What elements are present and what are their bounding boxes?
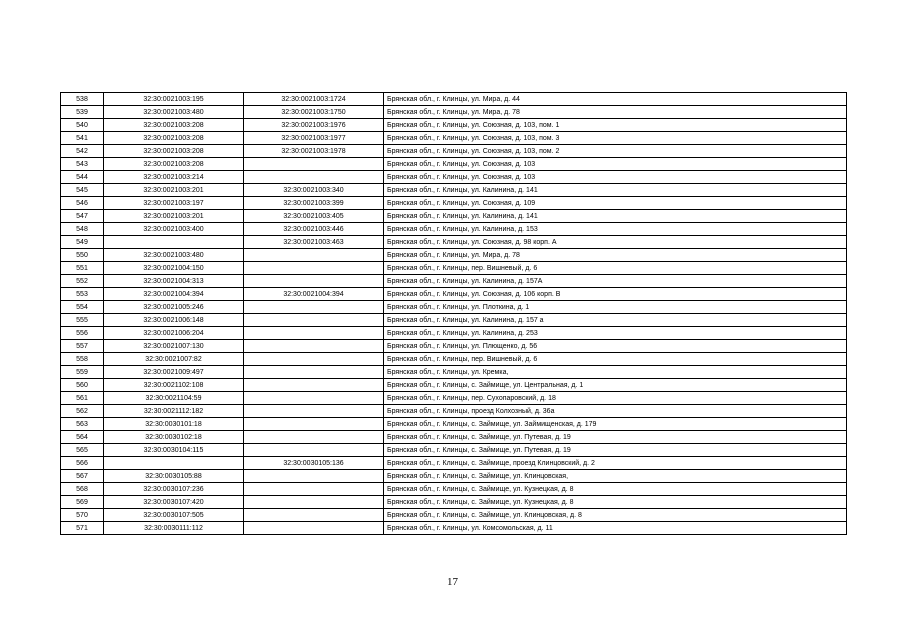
object-cadastral-number-cell: 32:30:0021003:405 <box>244 210 384 223</box>
row-number-cell: 540 <box>61 119 104 132</box>
row-number-cell: 546 <box>61 197 104 210</box>
table-row <box>61 249 847 262</box>
row-number-cell: 568 <box>61 483 104 496</box>
table-row <box>61 405 847 418</box>
table-row <box>61 236 847 249</box>
table-row <box>61 444 847 457</box>
object-cadastral-number-cell <box>244 522 384 535</box>
table-row <box>61 132 847 145</box>
cadastral-number-cell: 32:30:0021003:480 <box>104 106 244 119</box>
row-number-cell: 539 <box>61 106 104 119</box>
row-number-cell: 566 <box>61 457 104 470</box>
address-cell: Брянская обл., г. Клинцы, с. Займище, ул. Центральная, д. 1 <box>384 379 847 392</box>
row-number-cell: 547 <box>61 210 104 223</box>
table-row <box>61 197 847 210</box>
address-cell: Брянская обл., г. Клинцы, ул. Комсомольская, д. 11 <box>384 522 847 535</box>
cadastral-number-cell <box>104 236 244 249</box>
cadastral-number-cell: 32:30:0021005:246 <box>104 301 244 314</box>
cadastral-number-cell: 32:30:0021009:497 <box>104 366 244 379</box>
address-cell: Брянская обл., г. Клинцы, проезд Колхозный, д. 36а <box>384 405 847 418</box>
object-cadastral-number-cell <box>244 314 384 327</box>
table-row <box>61 509 847 522</box>
object-cadastral-number-cell <box>244 353 384 366</box>
cadastral-number-cell: 32:30:0021003:400 <box>104 223 244 236</box>
address-cell: Брянская обл., г. Клинцы, ул. Калинина, д. 157А <box>384 275 847 288</box>
object-cadastral-number-cell <box>244 327 384 340</box>
cadastral-number-cell: 32:30:0021112:182 <box>104 405 244 418</box>
object-cadastral-number-cell: 32:30:0021003:1976 <box>244 119 384 132</box>
cadastral-number-cell <box>104 457 244 470</box>
row-number-cell: 549 <box>61 236 104 249</box>
address-cell: Брянская обл., г. Клинцы, с. Займище, ул. Кузнецкая, д. 8 <box>384 496 847 509</box>
row-number-cell: 556 <box>61 327 104 340</box>
property-registry-table <box>60 92 847 535</box>
cadastral-number-cell: 32:30:0021003:208 <box>104 132 244 145</box>
table-row <box>61 93 847 106</box>
object-cadastral-number-cell <box>244 483 384 496</box>
address-cell: Брянская обл., г. Клинцы, с. Займище, ул. Клинцовская, д. 8 <box>384 509 847 522</box>
table-row <box>61 353 847 366</box>
cadastral-number-cell: 32:30:0021003:214 <box>104 171 244 184</box>
table-row <box>61 119 847 132</box>
row-number-cell: 558 <box>61 353 104 366</box>
object-cadastral-number-cell <box>244 418 384 431</box>
object-cadastral-number-cell <box>244 496 384 509</box>
row-number-cell: 548 <box>61 223 104 236</box>
cadastral-number-cell: 32:30:0030111:112 <box>104 522 244 535</box>
row-number-cell: 543 <box>61 158 104 171</box>
address-cell: Брянская обл., г. Клинцы, пер. Вишневый, д. 6 <box>384 262 847 275</box>
row-number-cell: 562 <box>61 405 104 418</box>
row-number-cell: 551 <box>61 262 104 275</box>
table-row <box>61 184 847 197</box>
row-number-cell: 561 <box>61 392 104 405</box>
object-cadastral-number-cell <box>244 379 384 392</box>
table-row <box>61 327 847 340</box>
address-cell: Брянская обл., г. Клинцы, с. Займище, ул. Кузнецкая, д. 8 <box>384 483 847 496</box>
table-row <box>61 431 847 444</box>
cadastral-number-cell: 32:30:0021006:148 <box>104 314 244 327</box>
object-cadastral-number-cell <box>244 301 384 314</box>
cadastral-number-cell: 32:30:0021007:130 <box>104 340 244 353</box>
table-row <box>61 496 847 509</box>
table-row <box>61 314 847 327</box>
cadastral-number-cell: 32:30:0021003:195 <box>104 93 244 106</box>
object-cadastral-number-cell: 32:30:0021003:340 <box>244 184 384 197</box>
object-cadastral-number-cell <box>244 470 384 483</box>
object-cadastral-number-cell: 32:30:0021003:1750 <box>244 106 384 119</box>
object-cadastral-number-cell: 32:30:0021003:1978 <box>244 145 384 158</box>
cadastral-number-cell: 32:30:0021102:108 <box>104 379 244 392</box>
cadastral-number-cell: 32:30:0030102:18 <box>104 431 244 444</box>
cadastral-number-cell: 32:30:0021003:208 <box>104 158 244 171</box>
address-cell: Брянская обл., г. Клинцы, ул. Союзная, д. 98 корп. А <box>384 236 847 249</box>
address-cell: Брянская обл., г. Клинцы, ул. Союзная, д. 109 <box>384 197 847 210</box>
address-cell: Брянская обл., г. Клинцы, с. Займище, ул. Путевая, д. 19 <box>384 444 847 457</box>
cadastral-number-cell: 32:30:0030107:236 <box>104 483 244 496</box>
address-cell: Брянская обл., г. Клинцы, пер. Вишневый, д. 6 <box>384 353 847 366</box>
address-cell: Брянская обл., г. Клинцы, с. Займище, ул. Займищенская, д. 179 <box>384 418 847 431</box>
address-cell: Брянская обл., г. Клинцы, ул. Союзная, д. 103 <box>384 171 847 184</box>
address-cell: Брянская обл., г. Клинцы, ул. Калинина, д. 153 <box>384 223 847 236</box>
table-row <box>61 392 847 405</box>
address-cell: Брянская обл., г. Клинцы, ул. Кремка, <box>384 366 847 379</box>
table-row <box>61 171 847 184</box>
object-cadastral-number-cell <box>244 158 384 171</box>
address-cell: Брянская обл., г. Клинцы, с. Займище, проезд Клинцовский, д. 2 <box>384 457 847 470</box>
object-cadastral-number-cell <box>244 249 384 262</box>
row-number-cell: 564 <box>61 431 104 444</box>
cadastral-number-cell: 32:30:0021003:480 <box>104 249 244 262</box>
cadastral-number-cell: 32:30:0021007:82 <box>104 353 244 366</box>
object-cadastral-number-cell: 32:30:0021003:1977 <box>244 132 384 145</box>
row-number-cell: 569 <box>61 496 104 509</box>
address-cell: Брянская обл., г. Клинцы, с. Займище, ул. Путевая, д. 19 <box>384 431 847 444</box>
address-cell: Брянская обл., г. Клинцы, ул. Калинина, д. 157 а <box>384 314 847 327</box>
address-cell: Брянская обл., г. Клинцы, с. Займище, ул. Клинцовская, <box>384 470 847 483</box>
table-row <box>61 366 847 379</box>
row-number-cell: 554 <box>61 301 104 314</box>
row-number-cell: 552 <box>61 275 104 288</box>
object-cadastral-number-cell <box>244 262 384 275</box>
address-cell: Брянская обл., г. Клинцы, ул. Мира, д. 78 <box>384 106 847 119</box>
object-cadastral-number-cell <box>244 171 384 184</box>
object-cadastral-number-cell: 32:30:0021003:446 <box>244 223 384 236</box>
table-row <box>61 106 847 119</box>
address-cell: Брянская обл., г. Клинцы, ул. Мира, д. 78 <box>384 249 847 262</box>
object-cadastral-number-cell <box>244 444 384 457</box>
row-number-cell: 550 <box>61 249 104 262</box>
table-row <box>61 145 847 158</box>
cadastral-number-cell: 32:30:0030101:18 <box>104 418 244 431</box>
row-number-cell: 541 <box>61 132 104 145</box>
table-row <box>61 158 847 171</box>
table-row <box>61 340 847 353</box>
object-cadastral-number-cell <box>244 431 384 444</box>
table-row <box>61 457 847 470</box>
table-row <box>61 210 847 223</box>
row-number-cell: 563 <box>61 418 104 431</box>
object-cadastral-number-cell: 32:30:0021003:463 <box>244 236 384 249</box>
object-cadastral-number-cell: 32:30:0021003:399 <box>244 197 384 210</box>
address-cell: Брянская обл., г. Клинцы, ул. Калинина, д. 253 <box>384 327 847 340</box>
object-cadastral-number-cell: 32:30:0030105:136 <box>244 457 384 470</box>
table-row <box>61 379 847 392</box>
cadastral-number-cell: 32:30:0021004:150 <box>104 262 244 275</box>
row-number-cell: 538 <box>61 93 104 106</box>
table-row <box>61 522 847 535</box>
address-cell: Брянская обл., г. Клинцы, ул. Плющенко, д. 56 <box>384 340 847 353</box>
row-number-cell: 570 <box>61 509 104 522</box>
row-number-cell: 557 <box>61 340 104 353</box>
table-row <box>61 483 847 496</box>
cadastral-number-cell: 32:30:0021004:313 <box>104 275 244 288</box>
table-row <box>61 288 847 301</box>
address-cell: Брянская обл., г. Клинцы, ул. Калинина, д. 141 <box>384 210 847 223</box>
object-cadastral-number-cell <box>244 275 384 288</box>
cadastral-number-cell: 32:30:0030105:88 <box>104 470 244 483</box>
object-cadastral-number-cell <box>244 392 384 405</box>
object-cadastral-number-cell: 32:30:0021004:394 <box>244 288 384 301</box>
cadastral-number-cell: 32:30:0021003:208 <box>104 119 244 132</box>
cadastral-number-cell: 32:30:0021006:204 <box>104 327 244 340</box>
object-cadastral-number-cell: 32:30:0021003:1724 <box>244 93 384 106</box>
row-number-cell: 565 <box>61 444 104 457</box>
registry-table-body <box>61 93 847 535</box>
object-cadastral-number-cell <box>244 340 384 353</box>
address-cell: Брянская обл., г. Клинцы, ул. Калинина, д. 141 <box>384 184 847 197</box>
cadastral-number-cell: 32:30:0021003:197 <box>104 197 244 210</box>
row-number-cell: 559 <box>61 366 104 379</box>
row-number-cell: 545 <box>61 184 104 197</box>
address-cell: Брянская обл., г. Клинцы, пер. Сухопаровский, д. 18 <box>384 392 847 405</box>
object-cadastral-number-cell <box>244 405 384 418</box>
object-cadastral-number-cell <box>244 366 384 379</box>
address-cell: Брянская обл., г. Клинцы, ул. Союзная, д. 106 корп. В <box>384 288 847 301</box>
address-cell: Брянская обл., г. Клинцы, ул. Союзная, д. 103 <box>384 158 847 171</box>
table-row <box>61 223 847 236</box>
cadastral-number-cell: 32:30:0030104:115 <box>104 444 244 457</box>
table-row <box>61 301 847 314</box>
row-number-cell: 544 <box>61 171 104 184</box>
address-cell: Брянская обл., г. Клинцы, ул. Союзная, д. 103, пом. 1 <box>384 119 847 132</box>
page-number: 17 <box>447 576 458 588</box>
row-number-cell: 553 <box>61 288 104 301</box>
address-cell: Брянская обл., г. Клинцы, ул. Мира, д. 44 <box>384 93 847 106</box>
row-number-cell: 542 <box>61 145 104 158</box>
address-cell: Брянская обл., г. Клинцы, ул. Союзная, д. 103, пом. 3 <box>384 132 847 145</box>
row-number-cell: 555 <box>61 314 104 327</box>
cadastral-number-cell: 32:30:0021003:201 <box>104 184 244 197</box>
address-cell: Брянская обл., г. Клинцы, ул. Союзная, д. 103, пом. 2 <box>384 145 847 158</box>
object-cadastral-number-cell <box>244 509 384 522</box>
cadastral-number-cell: 32:30:0021003:201 <box>104 210 244 223</box>
table-row <box>61 470 847 483</box>
row-number-cell: 560 <box>61 379 104 392</box>
table-row <box>61 262 847 275</box>
cadastral-number-cell: 32:30:0021004:394 <box>104 288 244 301</box>
cadastral-number-cell: 32:30:0021003:208 <box>104 145 244 158</box>
table-row <box>61 275 847 288</box>
cadastral-number-cell: 32:30:0021104:59 <box>104 392 244 405</box>
table-row <box>61 418 847 431</box>
row-number-cell: 567 <box>61 470 104 483</box>
cadastral-number-cell: 32:30:0030107:420 <box>104 496 244 509</box>
address-cell: Брянская обл., г. Клинцы, ул. Плоткина, д. 1 <box>384 301 847 314</box>
cadastral-number-cell: 32:30:0030107:505 <box>104 509 244 522</box>
row-number-cell: 571 <box>61 522 104 535</box>
